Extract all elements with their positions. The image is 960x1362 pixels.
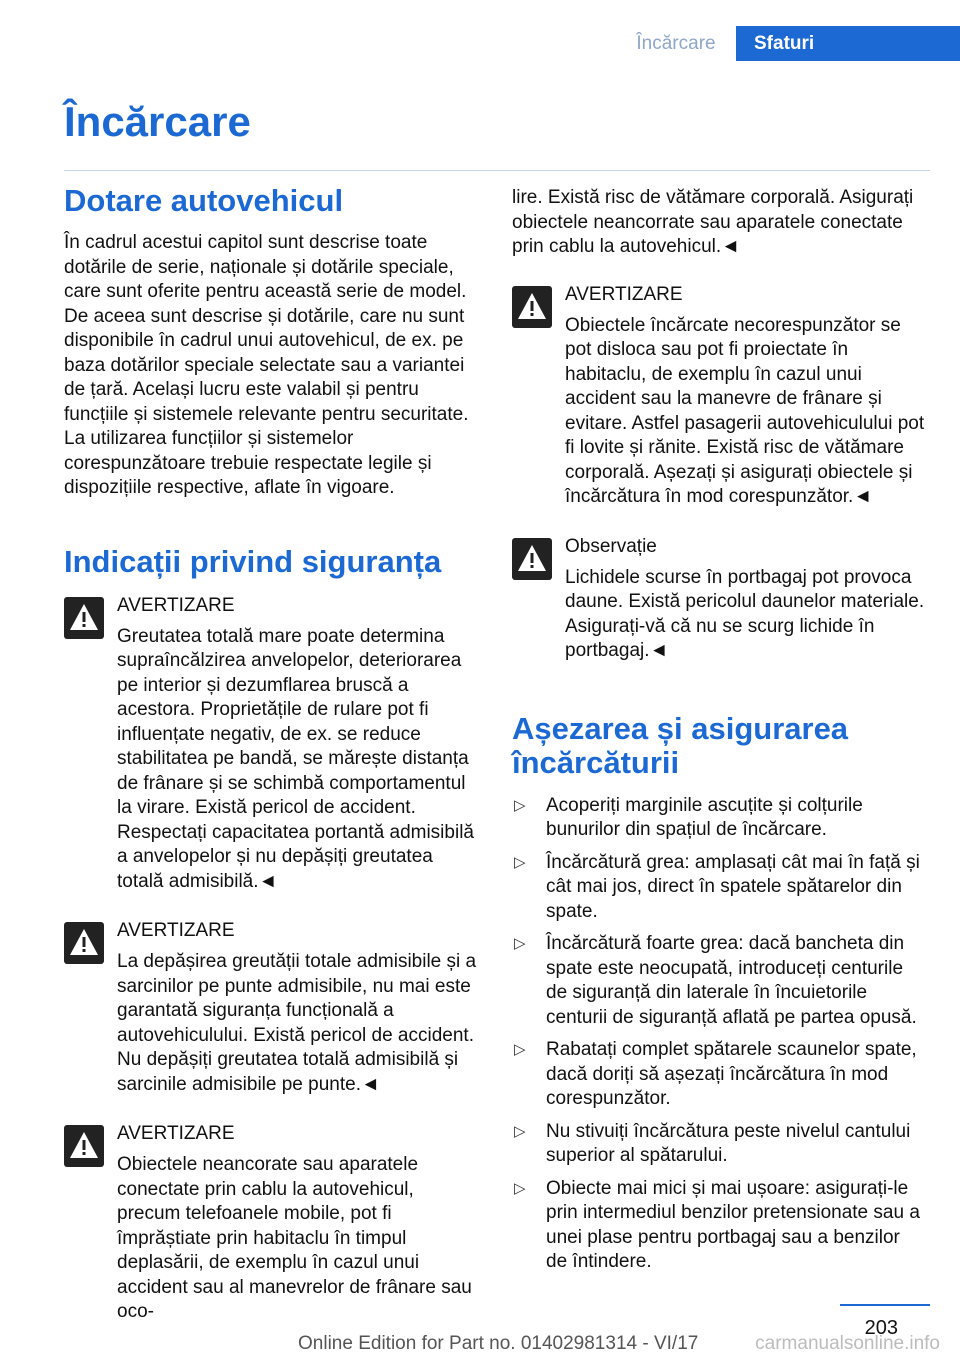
tab-section-title: Încărcare (636, 33, 716, 54)
tab-chapter-title: Sfaturi (736, 26, 960, 61)
page-title: Încărcare (64, 98, 251, 145)
title-divider (64, 170, 930, 171)
warning-triangle-icon (64, 1125, 104, 1167)
heading-cargo-securing: Așezarea și asigurarea încărcăturii (512, 710, 849, 780)
list-item (512, 1120, 926, 1169)
list-item (512, 851, 926, 925)
warning-title: AVERTIZARE (565, 283, 683, 305)
cargo-bullet-list (512, 794, 926, 1275)
bullet-triangle-icon: ▷ (514, 853, 526, 871)
list-item-text: Acoperiți marginile ascuțite și colțurile bunurilor din spațiul de încărcare. (546, 794, 863, 840)
warning-triangle-icon (512, 538, 552, 580)
warning-text: Obiectele încărcate necorespunzător se pot disloca sau pot fi proiectate în habitaclu, de exemplu în cazul unui accident sau la manevre de frânare și evitare. Astfel pasagerii autovehiculului pot fi lovite și rănite. Există risc de vătămare corporală. Așezați și asigurați obiectele și încărcătura în mod corespunzător.◄ (565, 314, 925, 507)
bullet-triangle-icon: ▷ (514, 1179, 526, 1197)
note-title: Observație (565, 535, 657, 557)
list-item-text: Nu stivuiți încărcătura peste nivelul cantului superior al spătarului. (546, 1120, 911, 1166)
warning-block (512, 282, 926, 510)
heading-vehicle-equipment: Dotare autovehicul (64, 183, 344, 218)
warning-text: Obiectele neancorate sau aparatele conectate prin cablu la autovehicul, precum telefoanele mobile, pot fi împrăștiate prin habitaclu în timpul deplasării, de exemplu în cazul unui accident sau al manevrelor de frânare sau oco- (117, 1154, 472, 1322)
bullet-triangle-icon: ▷ (514, 1122, 526, 1140)
equipment-paragraph: În cadrul acestui capitol sunt descrise toate dotările de serie, naționale și dotările speciale, care sunt oferite pentru această serie de model. De aceea sunt descrise și dotările, care nu sunt disponibile în cadrul unui autovehicul, de ex. pe baza dotărilor speciale selectate sau a variantei de țară. Același lucru este valabil și pentru funcțiile și sistemele relevante pentru securitate. La utilizarea funcțiilor și sistemelor corespunzătoare trebuie respectate legile și dispozițiile respective, aflate în vigoare. (64, 232, 469, 498)
list-item-text: Încărcătură grea: amplasați cât mai în față și cât mai jos, direct în spatele spătarelor din spate. (546, 851, 920, 922)
page-number: 203 (864, 1317, 898, 1339)
note-block (512, 534, 926, 664)
list-item (512, 1177, 926, 1275)
right-column (512, 180, 926, 1283)
warning-text: La depășirea greutății totale admisibile și a sarcinilor pe punte admisibile, nu mai este garantată siguranța funcțională a autovehiculului. Există pericol de accident. Nu depășiți greutatea totală admisibilă și sarcinile admisibile pe punte.◄ (117, 951, 477, 1095)
bullet-triangle-icon: ▷ (514, 935, 526, 952)
warning-title: AVERTIZARE (117, 920, 235, 941)
footer-divider (840, 1304, 930, 1306)
heading-safety-notes: Indicații privind siguranța (64, 543, 442, 579)
warning-text: Greutatea totală mare poate determina supraîncălzirea anvelopelor, deteriorarea pe interior și dezumflarea bruscă a acestora. Proprietățile de rulare pot fi influențate negativ, de ex. se reduce stabilitatea pe bandă, se mărește distanța de frânare și se schimbă comportamentul la virare. Există pericol de accident. Respectați capacitatea portantă admisibilă a anvelopelor și nu depășiți greutatea totală admisibilă.◄ (117, 625, 474, 892)
bullet-triangle-icon: ▷ (514, 796, 526, 814)
list-item-text: Obiecte mai mici și mai ușoare: asigurați-le prin intermediul benzilor pretensionate sau a unei plase pentru portbagaj sau a benzilor de întindere. (546, 1177, 920, 1272)
warning-block (64, 918, 478, 1097)
watermark: carmanualsonline.info (755, 1333, 940, 1354)
list-item (512, 1038, 926, 1112)
edition-footer: Online Edition for Part no. 01402981314 - VI/17 (298, 1333, 699, 1354)
warning-title: AVERTIZARE (117, 1123, 235, 1144)
warning-triangle-icon (512, 286, 552, 328)
list-item (512, 794, 926, 843)
warning-triangle-icon (64, 597, 104, 639)
note-text: Lichidele scurse în portbagaj pot provoca daune. Există pericolul daunelor materiale. Asigurați-vă că nu se scurg lichide în portbagaj.◄ (565, 566, 925, 661)
warning-title: AVERTIZARE (117, 594, 235, 616)
bullet-triangle-icon: ▷ (514, 1041, 526, 1058)
header-tabs (616, 26, 960, 61)
warning-block (64, 593, 478, 895)
list-item-text: Încărcătură foarte grea: dacă bancheta din spate este neocupată, introduceți centurile de siguranță din laterale în încuietorile centurii de siguranță aflată pe partea opusă. (546, 933, 917, 1028)
list-item-text: Rabatați complet spătarele scaunelor spate, dacă doriți să așezați încărcătura în mod corespunzător. (546, 1039, 917, 1109)
warning-triangle-icon (64, 922, 104, 964)
continuation-paragraph: lire. Există risc de vătămare corporală. Asigurați obiectele neancorrate sau aparatele conectate prin cablu la autovehicul.◄ (512, 187, 914, 257)
left-column (64, 180, 478, 1325)
warning-block (64, 1121, 478, 1325)
list-item (512, 932, 926, 1030)
